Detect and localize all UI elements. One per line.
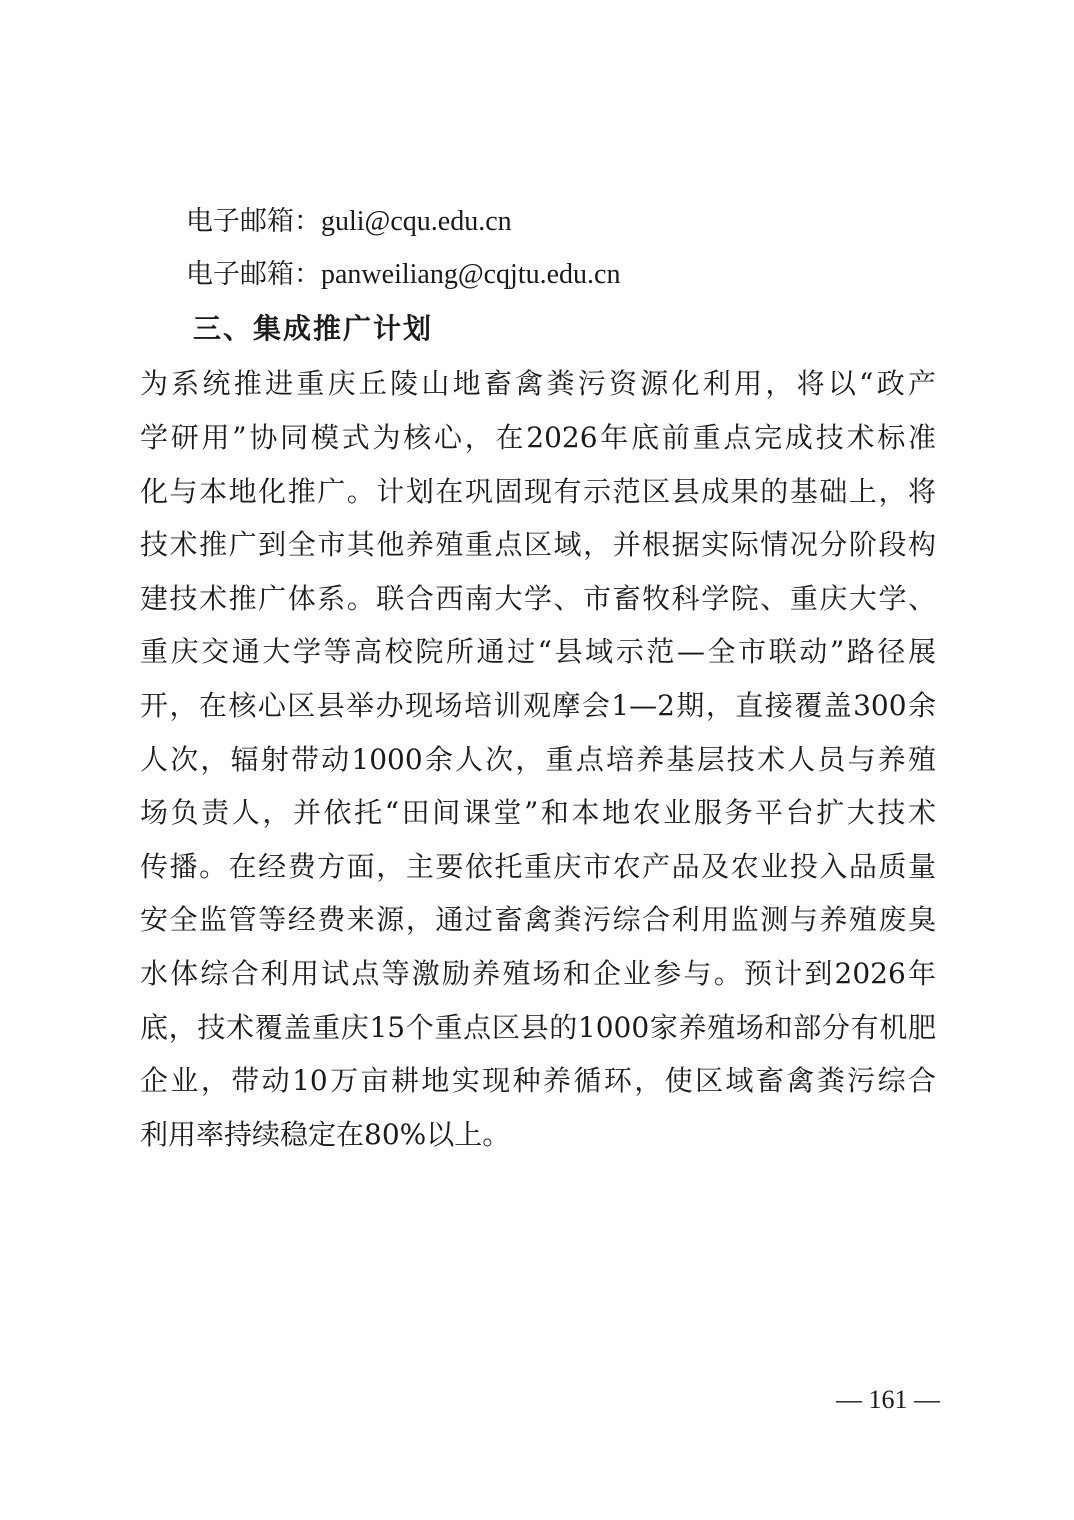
paragraph-line: 水体综合利用试点等激励养殖场和企业参与。预计到2026年 [140,957,936,990]
page-number: — 161 — [836,1385,940,1414]
paragraph-line: 化与本地化推广。计划在巩固现有示范区县成果的基础上，将 [140,475,936,508]
contact-email-label: 电子邮箱： [186,206,321,237]
paragraph-line: 场负责人，并依托“田间课堂”和本地农业服务平台扩大技术 [140,796,936,829]
paragraph-line: 底，技术覆盖重庆15个重点区县的1000家养殖场和部分有机肥 [140,1011,936,1044]
paragraph-line: 重庆交通大学等高校院所通过“县域示范—全市联动”路径展 [140,635,936,668]
paragraph-line: 安全监管等经费来源，通过畜禽粪污综合利用监测与养殖废臭 [140,903,936,936]
paragraph-line: 为系统推进重庆丘陵山地畜禽粪污资源化利用，将以“政产 [140,367,936,400]
contact-email-address: guli@cqu.edu.cn [321,206,512,237]
paragraph-line: 学研用”协同模式为核心，在2026年底前重点完成技术标准 [140,421,936,454]
paragraph-line: 传播。在经费方面，主要依托重庆市农产品及农业投入品质量 [140,850,936,883]
paragraph-line: 开，在核心区县举办现场培训观摩会1—2期，直接覆盖300余 [140,689,936,722]
contact-email-line [186,258,620,292]
contact-email-address: panweiliang@cqjtu.edu.cn [321,259,621,290]
contact-email-label: 电子邮箱： [186,259,321,290]
contact-email-line [186,205,512,239]
paragraph-line: 人次，辐射带动1000余人次，重点培养基层技术人员与养殖 [140,743,936,776]
paragraph-line: 利用率持续稳定在80%以上。 [140,1118,511,1151]
paragraph-line: 技术推广到全市其他养殖重点区域，并根据实际情况分阶段构 [140,528,936,561]
paragraph-line: 企业，带动10万亩耕地实现种养循环，使区域畜禽粪污综合 [140,1064,936,1097]
paragraph-line: 建技术推广体系。联合西南大学、市畜牧科学院、重庆大学、 [140,582,936,615]
section-heading: 三、集成推广计划 [193,312,434,345]
